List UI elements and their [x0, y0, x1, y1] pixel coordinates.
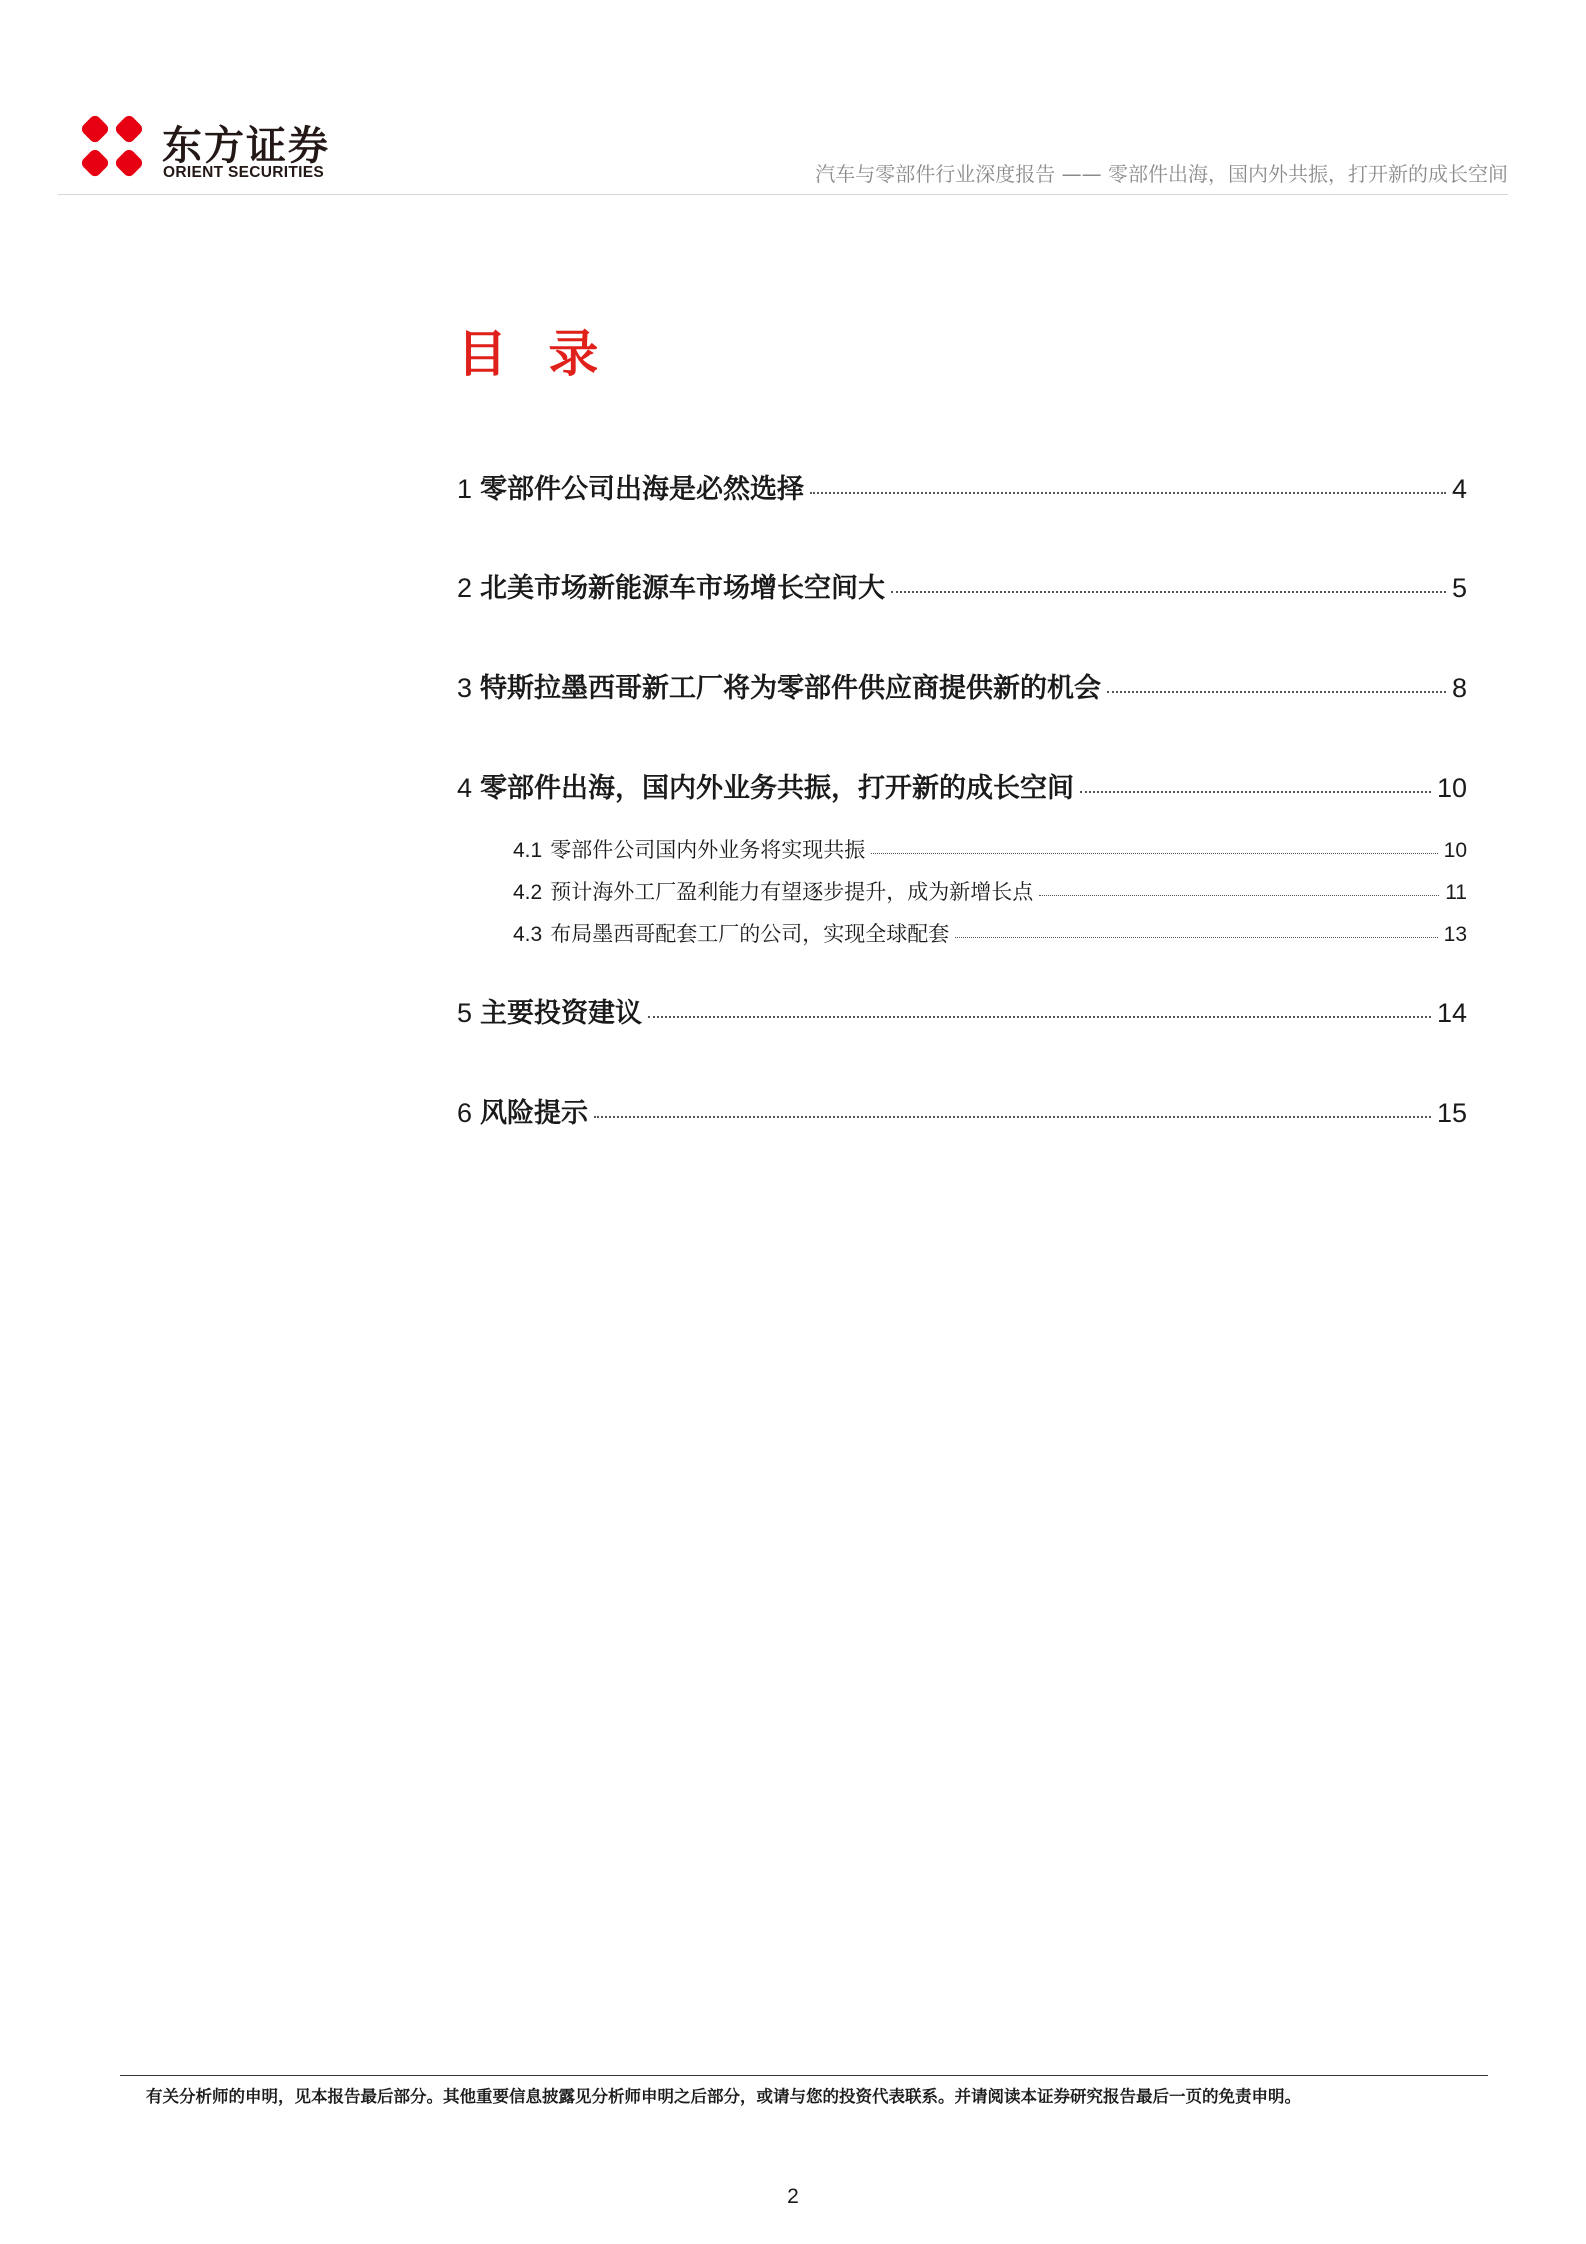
toc-heading: 目 录 [457, 325, 611, 383]
toc-leader-dots [1080, 791, 1431, 793]
toc-subitem-page: 11 [1445, 881, 1467, 904]
toc-item-title: 风险提示 [480, 1098, 589, 1129]
toc-item-page: 14 [1436, 998, 1467, 1028]
toc-subitem-number: 4.1 [513, 839, 543, 862]
toc-item-number: 3 [457, 673, 473, 703]
toc-item[interactable] [457, 666, 1467, 705]
toc-item[interactable] [457, 467, 1467, 506]
toc-subitem[interactable] [513, 834, 1467, 864]
toc-item-page: 8 [1451, 673, 1467, 703]
toc-subitem-title: 零部件公司国内外业务将实现共振 [550, 838, 866, 862]
toc-item-title: 主要投资建议 [480, 998, 643, 1029]
report-title: 汽车与零部件行业深度报告 —— 零部件出海，国内外共振，打开新的成长空间 [815, 162, 1508, 186]
toc-subitem[interactable] [513, 918, 1467, 948]
toc-item-title: 零部件公司出海是必然选择 [480, 474, 805, 505]
toc-item-number: 6 [457, 1098, 473, 1128]
toc-subitem-title: 预计海外工厂盈利能力有望逐步提升，成为新增长点 [550, 880, 1034, 904]
toc-item-number: 4 [457, 773, 473, 803]
toc-item-page: 10 [1436, 773, 1467, 803]
disclaimer-note: 有关分析师的申明，见本报告最后部分。其他重要信息披露见分析师申明之后部分，或请与您的投资代表联系。并请阅读本证券研究报告最后一页的免责申明。 [146, 2087, 1301, 2106]
toc-item-number: 1 [457, 474, 473, 504]
toc-leader-dots [648, 1016, 1431, 1018]
toc-item-page: 15 [1436, 1098, 1467, 1128]
page-header [58, 0, 1508, 196]
logo-english-name: ORIENT SECURITIES [163, 164, 324, 181]
toc-item-number: 2 [457, 573, 473, 603]
toc-item-page: 5 [1451, 573, 1467, 603]
toc-leader-dots [1107, 691, 1446, 693]
toc-item-title: 北美市场新能源车市场增长空间大 [480, 573, 886, 604]
toc-leader-dots [955, 937, 1437, 938]
orient-securities-logo-icon [76, 110, 148, 182]
company-logo [76, 110, 396, 186]
toc-item-page: 4 [1451, 474, 1467, 504]
toc-leader-dots [594, 1116, 1431, 1118]
toc-leader-dots [810, 492, 1446, 494]
toc-subitem-number: 4.2 [513, 881, 543, 904]
logo-chinese-name: 东方证券 [162, 123, 330, 169]
toc-subitem-title: 布局墨西哥配套工厂的公司，实现全球配套 [550, 922, 950, 946]
toc-subitem[interactable] [513, 876, 1467, 906]
toc-subitem-number: 4.3 [513, 923, 543, 946]
toc-item-number: 5 [457, 998, 473, 1028]
toc-item-title: 特斯拉墨西哥新工厂将为零部件供应商提供新的机会 [480, 673, 1102, 704]
toc-item[interactable] [457, 991, 1467, 1030]
toc-leader-dots [1039, 895, 1439, 896]
toc-subitem-page: 10 [1443, 839, 1467, 862]
footer-divider [120, 2075, 1488, 2076]
toc-item-title: 零部件出海，国内外业务共振，打开新的成长空间 [480, 773, 1075, 804]
toc-subitem-page: 13 [1443, 923, 1467, 946]
toc-item[interactable] [457, 766, 1467, 805]
toc-item[interactable] [457, 1091, 1467, 1130]
toc-leader-dots [871, 853, 1437, 854]
toc-item[interactable] [457, 566, 1467, 605]
toc-leader-dots [891, 591, 1446, 593]
page-number: 2 [787, 2185, 799, 2208]
header-divider [58, 194, 1508, 195]
